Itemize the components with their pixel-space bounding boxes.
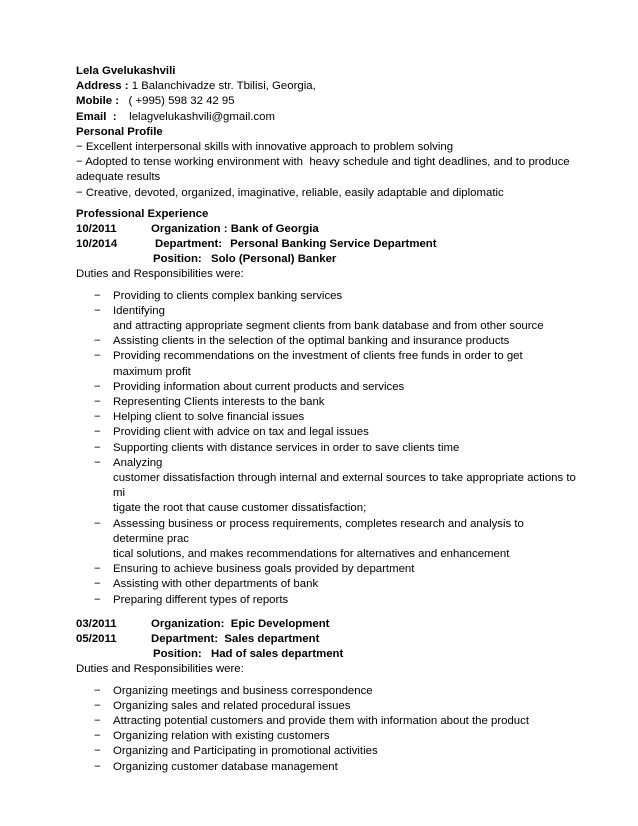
duty-text: Providing to clients complex banking services [113,289,343,302]
profile-line: − Adopted to tense working environment with heavy schedule and tight deadlines, and to produce [76,156,570,169]
job1-row-org [76,222,576,237]
address-value: 1 Balanchivadze str. Tbilisi, Georgia, [128,80,316,93]
dash-bullet-icon: − [94,578,101,591]
duty-text: Organizing and Participating in promotional activities [113,745,378,758]
address-label: Address : [76,80,129,93]
duty-text: Supporting clients with distance services in order to save clients time [113,441,460,454]
duty-text: Organizing sales and related procedural issues [113,699,351,712]
dash-bullet-icon: − [94,699,101,712]
duty-item [76,334,576,349]
duty-item [76,441,576,456]
dash-bullet-icon: − [94,411,101,424]
email-label: Email : [76,110,117,123]
duty-item [76,456,576,517]
duty-item [76,714,576,729]
job2-row-org [76,617,576,632]
dash-bullet-icon: − [94,304,101,317]
job1-end-date: 10/2014 [76,238,118,251]
dash-bullet-icon: − [94,517,101,530]
email-value: lelagvelukashvili@gmail.com [116,110,275,123]
job2-dept-label: Department: [151,633,219,646]
duty-item [76,517,576,563]
job1-org-label: Organization : [151,222,228,235]
job2-row-dept [76,632,576,647]
duty-item [76,380,576,395]
job1-pos-label: Position: [153,253,202,266]
duty-item [76,304,576,334]
duty-text: Providing information about current products and services [113,380,405,393]
mobile-line [76,94,576,109]
job1-start-date: 10/2011 [76,222,117,235]
duty-text: Providing recommendations on the investment of clients free funds in order to get maximum profit [113,350,523,378]
duty-text: Organizing relation with existing customers [113,730,330,743]
job2-duties-label: Duties and Responsibilities were: [76,663,244,676]
job2-org: Epic Development [224,617,330,630]
profile-heading: Personal Profile [76,125,163,138]
duty-text: Preparing different types of reports [113,593,289,606]
duty-item [76,425,576,440]
dash-bullet-icon: − [94,745,101,758]
mobile-label: Mobile : [76,95,120,108]
duty-item [76,577,576,592]
duty-text: Assessing business or process requirements, completes research and analysis to determine prac tical solutions, and makes recommendations for alternatives and enhancement [113,517,524,561]
duty-item [76,684,576,699]
profile-line: adequate results [76,171,161,184]
duty-item [76,289,576,304]
job1-dept: Personal Banking Service Department [227,238,437,251]
mobile-value: ( +995) 598 32 42 95 [119,95,235,108]
address-line [76,79,576,94]
job1-duties-label: Duties and Responsibilities were: [76,268,244,281]
job2-dept: Sales department [218,633,320,646]
duty-item [76,760,576,775]
duty-text: Attracting potential customers and provide them with information about the product [113,715,529,728]
job2-row-position [76,647,576,662]
duty-text: Assisting clients in the selection of the optimal banking and insurance products [113,335,510,348]
duty-item [76,562,576,577]
dash-bullet-icon: − [94,563,101,576]
experience-heading: Professional Experience [76,207,209,220]
duty-text: Analyzing customer dissatisfaction through internal and external sources to take appropriate actions to mi tigate the root that cause customer dissatisfaction; [113,456,576,515]
profile-line: − Creative, devoted, organized, imaginative, reliable, easily adaptable and diplomatic [76,186,504,199]
duty-text: Helping client to solve financial issues [113,411,305,424]
job1-row-dept [76,237,576,252]
duty-item [76,729,576,744]
dash-bullet-icon: − [94,730,101,743]
duty-text: Identifying and attracting appropriate segment clients from bank database and from other source [113,304,544,333]
duty-text: Ensuring to achieve business goals provided by department [113,563,415,576]
dash-bullet-icon: − [94,396,101,409]
dash-bullet-icon: − [94,456,101,469]
job2-start-date: 03/2011 [76,617,117,630]
dash-bullet-icon: − [94,684,101,697]
duty-item [76,593,576,608]
dash-bullet-icon: − [94,289,101,302]
dash-bullet-icon: − [94,441,101,454]
job2-pos-label: Position: [153,648,202,661]
duty-item [76,699,576,714]
duty-text: Assisting with other departments of bank [113,578,319,591]
duty-text: Organizing customer database management [113,760,338,773]
dash-bullet-icon: − [94,760,101,773]
duty-text: Organizing meetings and business correspondence [113,684,373,697]
duty-item [76,395,576,410]
duty-item [76,744,576,759]
dash-bullet-icon: − [94,715,101,728]
job2-org-label: Organization: [151,617,225,630]
email-line [76,110,576,125]
job2-position: Had of sales department [211,648,344,661]
dash-bullet-icon: − [94,426,101,439]
dash-bullet-icon: − [94,350,101,363]
duty-item [76,349,576,379]
job1-duties-list [76,289,576,608]
dash-bullet-icon: − [94,593,101,606]
candidate-name: Lela Gvelukashvili [76,65,176,77]
job1-position: Solo (Personal) Banker [211,253,337,266]
job1-dept-label: Department: [155,238,223,251]
dash-bullet-icon: − [94,380,101,393]
duty-text: Providing client with advice on tax and legal issues [113,426,369,439]
resume-document [76,64,576,775]
dash-bullet-icon: − [94,335,101,348]
section-spacer [76,608,576,617]
duty-text: Representing Clients interests to the bank [113,396,325,409]
job1-org: Bank of Georgia [227,222,319,235]
job2-duties-list [76,684,576,775]
profile-line: − Excellent interpersonal skills with innovative approach to problem solving [76,140,454,153]
job1-row-position [76,252,576,267]
job2-end-date: 05/2011 [76,633,117,646]
duty-item [76,410,576,425]
